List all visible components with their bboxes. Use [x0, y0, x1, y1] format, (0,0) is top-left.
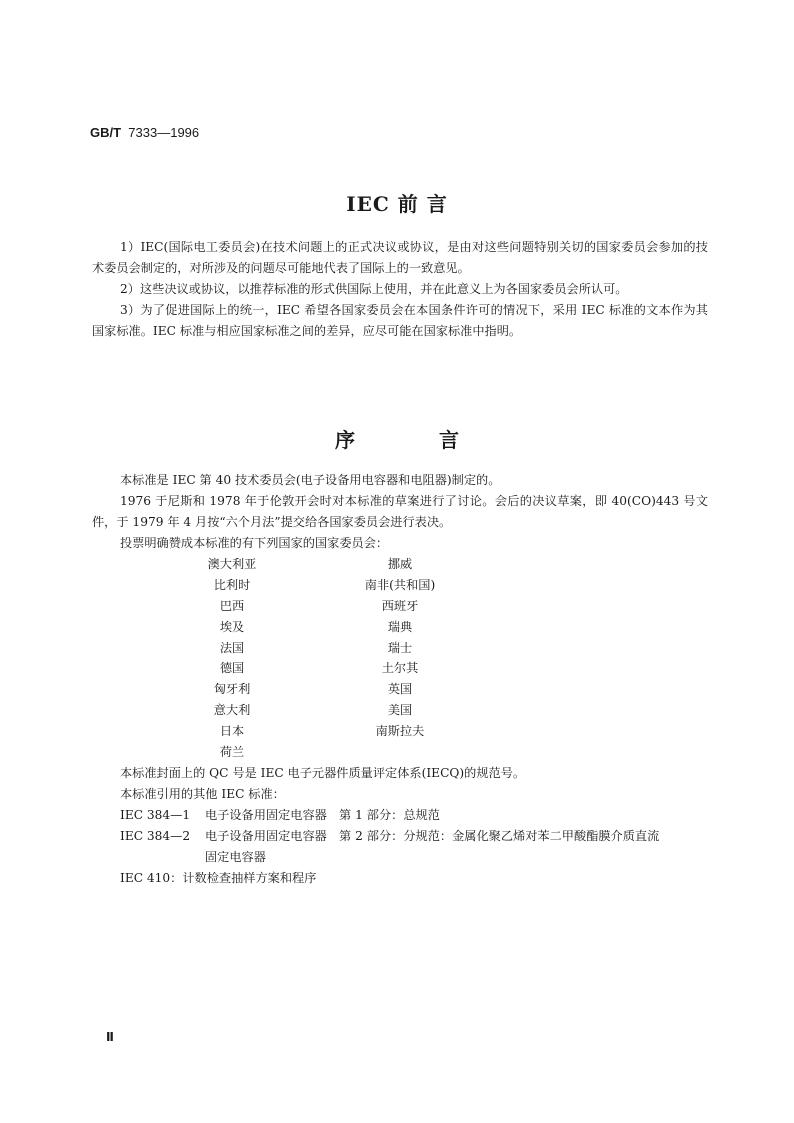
reference-title: 电子设备用固定电容器 第 1 部分：总规范	[205, 808, 440, 822]
country-item: 荷兰	[219, 745, 245, 759]
reference-3: IEC 410：计数检查抽样方案和程序	[120, 871, 317, 885]
country-item: 美国	[387, 703, 413, 717]
preface-title-char-2: 言	[438, 428, 459, 452]
preface-paragraph-2: 1976 于尼斯和 1978 年于伦敦开会时对本标准的草案进行了讨论。会后的决议草案，即 40(CO)443 号文件，于 1979 年 4 月按“六个月法”提交给各国家委员会进行表决。	[92, 494, 708, 529]
page-number: Ⅱ	[106, 1030, 114, 1044]
preface-paragraph-3: 投票明确赞成本标准的有下列国家的国家委员会：	[120, 536, 389, 550]
country-item: 西班牙	[381, 599, 419, 613]
country-item: 土尔其	[381, 661, 419, 675]
country-item: 挪威	[387, 557, 413, 571]
standard-prefix: GB/T	[90, 125, 122, 140]
country-item: 澳大利亚	[207, 557, 257, 571]
country-item: 匈牙利	[213, 682, 251, 696]
reference-code: IEC 384—1	[120, 808, 191, 822]
preface-title-char-1: 序	[335, 428, 356, 452]
country-item: 法国	[219, 641, 245, 655]
country-item: 德国	[219, 661, 245, 675]
country-item: 埃及	[219, 620, 245, 634]
country-item: 瑞士	[387, 641, 413, 655]
country-item: 瑞典	[387, 620, 413, 634]
country-item: 南斯拉夫	[375, 724, 425, 738]
country-item: 巴西	[219, 599, 245, 613]
country-item: 英国	[387, 682, 413, 696]
iec-foreword-paragraph-2: 2）这些决议或协议，以推荐标准的形式供国际上使用，并在此意义上为各国家委员会所认可。	[120, 282, 628, 296]
preface-paragraph-4: 本标准封面上的 QC 号是 IEC 电子元器件质量评定体系(IECQ)的规范号。	[120, 766, 526, 780]
country-item: 比利时	[213, 578, 251, 592]
reference-title: 电子设备用固定电容器 第 2 部分：分规范：金属化聚乙烯对苯二甲酸酯膜介质直流	[205, 829, 660, 843]
country-item: 意大利	[213, 703, 251, 717]
preface-paragraph-5: 本标准引用的其他 IEC 标准：	[120, 787, 285, 801]
iec-foreword-paragraph-1: 1）IEC(国际电工委员会)在技术问题上的正式决议或协议，是由对这些问题特别关切的国家委员会参加的技术委员会制定的，对所涉及的问题尽可能地代表了国际上的一致意见。	[92, 240, 708, 275]
iec-foreword-title: IEC 前 言	[346, 192, 448, 216]
standard-code	[90, 125, 199, 140]
standard-number: 7333—1996	[128, 125, 200, 140]
preface-paragraph-1: 本标准是 IEC 第 40 技术委员会(电子设备用电容器和电阻器)制定的。	[120, 473, 501, 487]
reference-title-continued: 固定电容器	[205, 850, 266, 864]
iec-foreword-paragraph-3: 3）为了促进国际上的统一，IEC 希望各国家委员会在本国条件许可的情况下，采用 IEC 标准的文本作为其国家标准。IEC 标准与相应国家标准之间的差异，应尽可能在国家标准中指明。	[92, 303, 708, 338]
preface-title	[0, 424, 794, 453]
reference-code: IEC 384—2	[120, 829, 191, 843]
country-item: 南非(共和国)	[364, 578, 436, 592]
country-item: 日本	[219, 724, 245, 738]
